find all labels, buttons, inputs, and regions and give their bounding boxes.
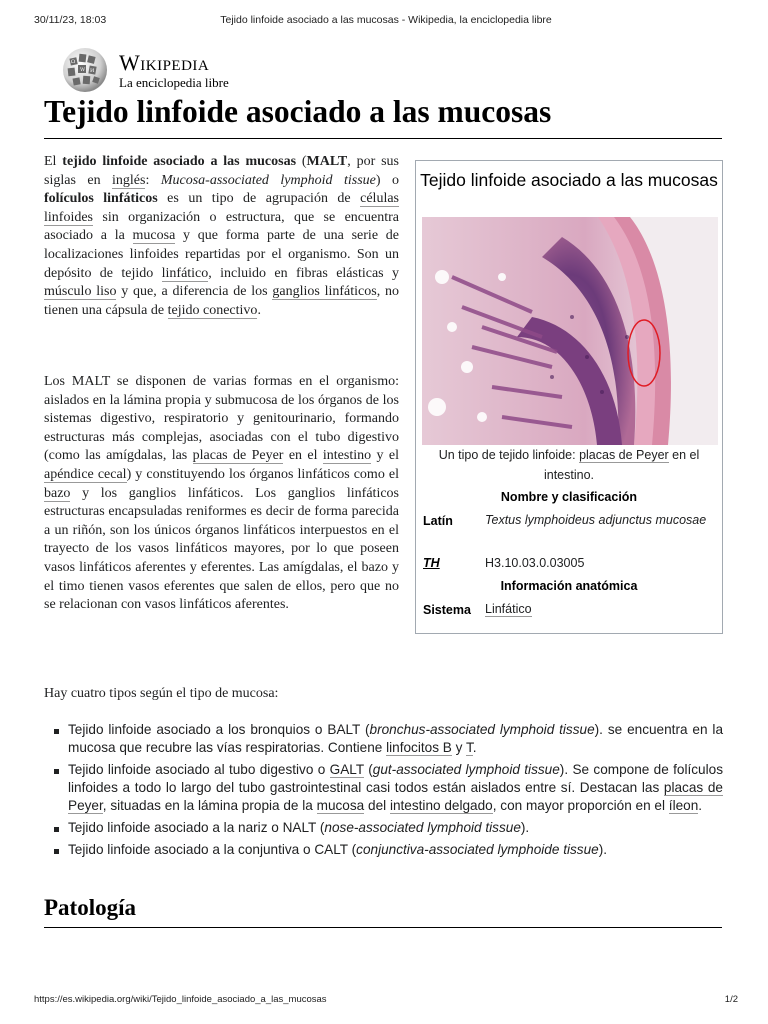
inline-link[interactable]: intestino — [322, 448, 372, 464]
inline-link[interactable]: bazo — [44, 485, 71, 501]
svg-text:W: W — [80, 67, 86, 73]
text-run: es un tipo de agrupación de — [157, 191, 361, 207]
inline-link[interactable]: placas de Peyer — [192, 448, 284, 464]
text-run: ( — [296, 154, 307, 169]
sistema-link[interactable]: Linfático — [485, 602, 532, 616]
text-run: del — [364, 798, 390, 813]
text-run: Los MALT se disponen de varias formas en el organismo: aislados en la lámina propia y submucosa de los órganos de los sistemas digestivo, respiratorio y genitourinario, formando estructuras más complejas, asociadas con el tubo digestivo (como las amígdalas, las — [44, 374, 399, 464]
text-run: Tejido linfoide asociado a la nariz o NALT ( — [68, 820, 325, 835]
text-run: ). Se compone de folículos linfoides a todo lo largo del tubo gastrointestinal casi todos están aislados entre sí. Destacan las — [68, 762, 723, 795]
text-run: . — [472, 740, 477, 755]
section-heading-patologia: Patología — [44, 893, 722, 928]
types-list — [68, 721, 723, 863]
inline-link[interactable]: inglés — [112, 172, 146, 188]
text-run: ) o — [375, 172, 399, 188]
infobox — [415, 160, 723, 634]
infobox-th-value: H3.10.03.0.03005 — [485, 556, 585, 570]
text-run: Tejido linfoide asociado a la conjuntiva o CALT ( — [68, 842, 357, 857]
text-run: y que, a diferencia de los — [116, 284, 273, 300]
infobox-header-anatomy: Información anatómica — [500, 579, 638, 593]
inline-link[interactable]: mucosa — [132, 228, 176, 244]
print-header — [34, 14, 738, 30]
list-item — [68, 819, 723, 837]
inline-link[interactable]: T — [465, 740, 473, 755]
inline-link[interactable]: músculo liso — [44, 284, 117, 300]
text-run: : — [145, 172, 161, 188]
inline-link[interactable]: células linfoides — [44, 191, 399, 225]
text-run: MALT — [306, 154, 348, 169]
infobox-th-label[interactable]: TH — [423, 556, 440, 570]
text-run: tejido linfoide asociado a las mucosas — [62, 154, 297, 169]
text-run: El — [44, 154, 63, 169]
text-run: y — [451, 740, 466, 755]
list-item — [68, 761, 723, 815]
text-run: , situadas en la lámina propia de la — [102, 798, 317, 813]
text-run: conjunctiva-associated lymphoide tissue — [356, 842, 599, 857]
text-run: nose-associated lymphoid tissue — [324, 820, 521, 835]
page-title: Tejido linfoide asociado a las mucosas — [44, 92, 722, 139]
text-run: . — [257, 302, 261, 318]
inline-link[interactable]: linfocitos B — [386, 740, 452, 755]
infobox-image[interactable] — [422, 217, 718, 445]
print-page-title: Tejido linfoide asociado a las mucosas - Wikipedia, la enciclopedia libre — [220, 14, 552, 26]
print-url: https://es.wikipedia.org/wiki/Tejido_linfoide_asociado_a_las_mucosas — [34, 994, 327, 1005]
text-run: , por sus siglas en — [44, 154, 399, 188]
print-page-number: 1/2 — [724, 994, 738, 1005]
inline-link[interactable]: linfático — [161, 265, 209, 281]
inline-link[interactable]: tejido conectivo — [167, 302, 258, 318]
text-run: y los ganglios linfáticos. Los ganglios linfáticos estructuras encapsuladas reniformes es decir de forma parecida a un riñón, son los únicos órganos linfáticos interpuestos en el trayecto de los vasos linfáticos mayores, por lo que poseen vasos linfáticos aferentes y eferentes. Las amígdalas, el bazo y el timo tienen vasos eferentes que salen de ellos, pero que no se relacionan con vasos linfáticos aferentes. — [44, 485, 399, 613]
histology-micrograph — [422, 217, 718, 445]
wikipedia-logo[interactable] — [60, 44, 260, 94]
svg-text:И: И — [90, 68, 95, 74]
text-run: folículos linfáticos — [44, 191, 158, 207]
text-run: . — [698, 798, 703, 813]
wikipedia-tagline: La enciclopedia libre — [119, 75, 229, 90]
types-intro-paragraph: Hay cuatro tipos según el tipo de mucosa: — [44, 686, 279, 701]
text-run: bronchus-associated lymphoid tissue — [369, 722, 595, 737]
inline-link[interactable]: mucosa — [316, 798, 365, 813]
text-run: ) y constituyendo los órganos linfáticos como el — [126, 466, 399, 482]
text-run: ). — [520, 820, 530, 835]
text-run: sin organización o estructura, que se encuentra asociado a la — [44, 209, 399, 244]
text-run: y el — [371, 448, 399, 464]
text-run: ). — [598, 842, 608, 857]
wikipedia-wordmark: Wikipedia — [119, 50, 210, 75]
text-run: ). se encuentra en la mucosa que recubre las vías respiratorias. Contiene — [68, 722, 724, 755]
infobox-sistema-value[interactable] — [485, 600, 714, 620]
list-item — [68, 721, 723, 757]
infobox-sistema-label: Sistema — [423, 603, 471, 617]
text-run: gut-associated lymphoid tissue — [372, 762, 560, 777]
infobox-latin-label: Latín — [423, 514, 453, 528]
infobox-title: Tejido linfoide asociado a las mucosas — [420, 170, 718, 190]
text-run: Tejido linfoide asociado al tubo digestivo o — [68, 762, 330, 777]
text-run: ( — [363, 762, 373, 777]
text-run: en el intestino. — [543, 448, 700, 482]
text-run: Un tipo de tejido linfoide: — [438, 448, 580, 462]
text-run: , con mayor proporción en el — [492, 798, 669, 813]
infobox-caption — [422, 445, 716, 485]
inline-link[interactable]: íleon — [668, 798, 699, 813]
print-footer — [34, 994, 738, 1008]
text-run: , no tienen una cápsula de — [44, 284, 399, 318]
inline-link[interactable]: placas de Peyer — [68, 780, 723, 813]
inline-link[interactable]: placas de Peyer — [579, 448, 669, 462]
print-datetime: 30/11/23, 18:03 — [34, 14, 107, 26]
lead-paragraph — [44, 153, 399, 320]
svg-text:Ω: Ω — [71, 59, 76, 65]
infobox-latin-value: Textus lymphoideus adjunctus mucosae — [485, 513, 707, 527]
malt-forms-paragraph — [44, 373, 399, 615]
text-run: en el — [283, 448, 323, 464]
text-run: Tejido linfoide asociado a los bronquios o BALT ( — [68, 722, 370, 737]
wikipedia-globe-icon — [60, 46, 110, 94]
text-run: , incluido en fibras elásticas y — [208, 265, 399, 281]
inline-link[interactable]: intestino delgado — [389, 798, 493, 813]
inline-link[interactable]: apéndice cecal — [44, 466, 127, 482]
list-item — [68, 841, 723, 859]
text-run: y que forma parte de una serie de localizaciones linfoides repartidas por el organismo. Son un depósito de tejido — [44, 228, 399, 281]
infobox-header-classification: Nombre y clasificación — [500, 490, 638, 504]
inline-link[interactable]: ganglios linfáticos — [272, 284, 377, 300]
text-run: Mucosa-associated lymphoid tissue — [160, 172, 376, 188]
inline-link[interactable]: GALT — [329, 762, 364, 777]
